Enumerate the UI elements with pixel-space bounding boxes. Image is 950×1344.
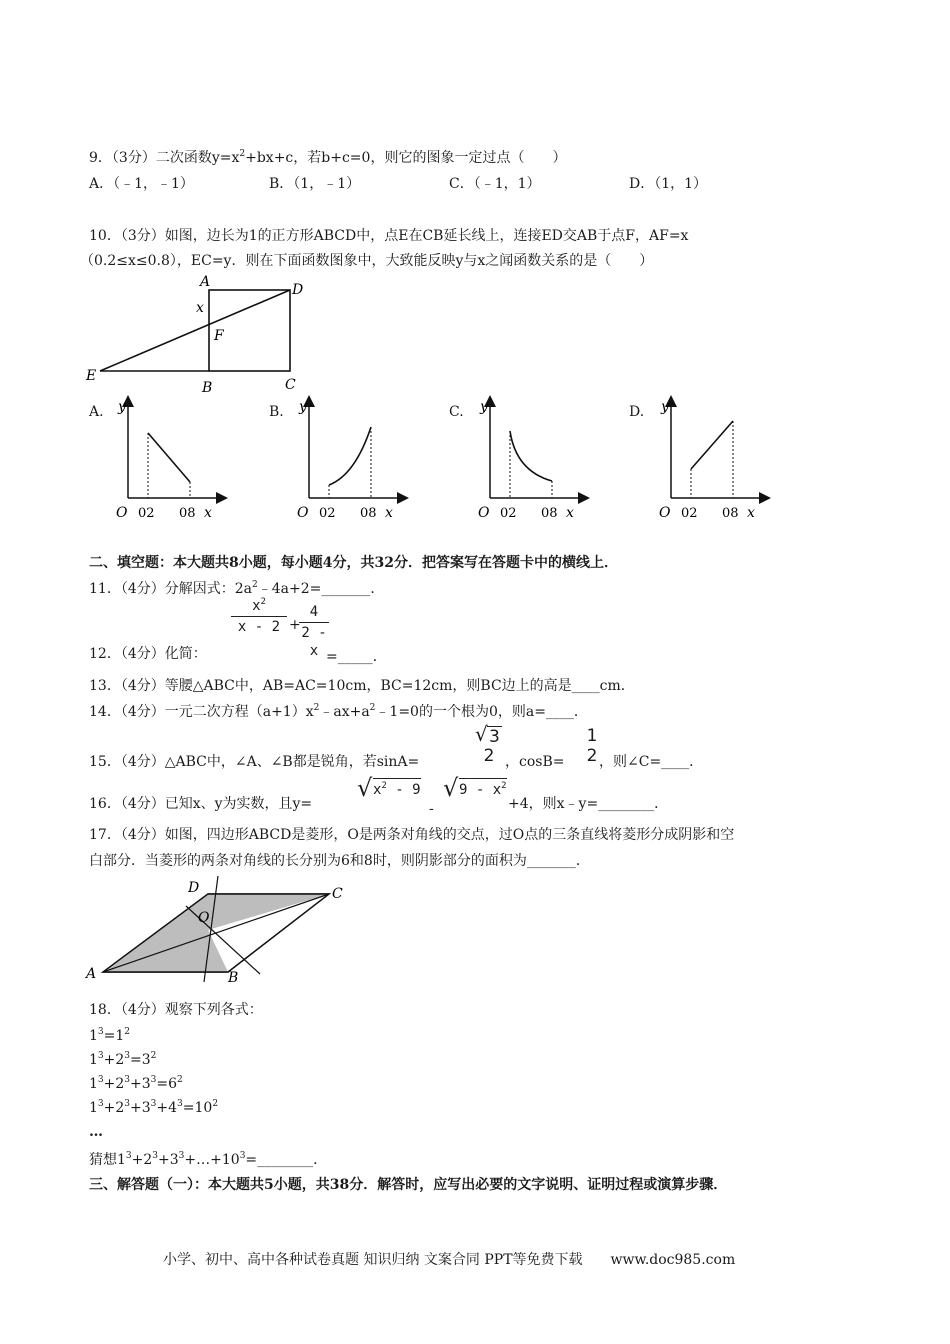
label-a: A xyxy=(86,966,97,982)
graph-a-y: y xyxy=(118,399,126,415)
q9-option-b: B．（1，﹣1） xyxy=(269,176,361,192)
label-e: E xyxy=(86,368,97,384)
q18-row-2: $1^3+2^3=3^2$ xyxy=(89,1051,157,1068)
q9-option-a: A．（﹣1，﹣1） xyxy=(89,176,194,192)
graph-d-tick2: 08 xyxy=(722,506,739,521)
q15-one-half: 1 2 xyxy=(586,726,598,766)
label-c: C xyxy=(332,886,343,902)
graph-d-y: y xyxy=(661,399,669,415)
q16-minus: - xyxy=(429,801,434,817)
q15-stem: 15．（4分）△ABC中，∠A、∠B都是锐角，若sinA= xyxy=(89,754,420,770)
q18-row-4: $1^3+2^3+3^3+4^3=10^2$ xyxy=(89,1099,219,1116)
q10-line2: （0.2≤x≤0.8），EC=y．则在下面函数图象中，大致能反映y与x之闻函数关系的是（ ） xyxy=(80,253,654,269)
q15-cosb: ，cosB= xyxy=(505,754,565,770)
q17-line2: 白部分．当菱形的两条对角线的长分别为6和8时，则阴影部分的面积为_______． xyxy=(89,853,590,869)
q17-rhombus-figure xyxy=(82,874,357,989)
line-ed xyxy=(100,290,290,371)
graph-a-x: x xyxy=(204,505,212,521)
graph-d-tick1: 02 xyxy=(681,506,698,521)
graph-b-curve xyxy=(329,427,371,485)
q18-intro: 18．（4分）观察下列各式： xyxy=(89,1002,263,1018)
graph-b-y: y xyxy=(299,399,307,415)
graph-b xyxy=(293,395,411,525)
q16-suffix: +4，则x﹣y=________． xyxy=(508,796,669,812)
graph-a-tick1: 02 xyxy=(138,506,155,521)
q12-fraction-2: 4 2 - x xyxy=(299,603,329,660)
q13: 13．（4分）等腰△ABC中，AB=AC=10cm，BC=12cm，则BC边上的高是____cm． xyxy=(89,678,635,694)
label-c: C xyxy=(285,377,296,393)
q10-square-figure xyxy=(82,272,312,397)
q9-option-d: D．（1，1） xyxy=(629,176,708,192)
label-b: B xyxy=(202,380,213,396)
graph-a-tick2: 08 xyxy=(179,506,196,521)
page-footer: 小学、初中、高中各种试卷真题 知识归纳 文案合同 PPT等免费下载 www.doc985.com xyxy=(163,1252,736,1268)
graph-b-label: B. xyxy=(269,404,284,420)
graph-c-tick2: 08 xyxy=(541,506,558,521)
graph-b-tick2: 08 xyxy=(360,506,377,521)
graph-c-tick1: 02 xyxy=(500,506,517,521)
graph-c-origin: O xyxy=(478,505,490,521)
q17-line1: 17．（4分）如图，四边形ABCD是菱形，O是两条对角线的交点，过O点的三条直线将菱形分成阴影和空 xyxy=(89,827,735,843)
q10-line1: 10．（3分）如图，边长为1的正方形ABCD中，点E在CB延长线上，连接ED交AB于点F，AF=x xyxy=(89,228,689,244)
q12-suffix: =_____． xyxy=(326,649,387,665)
graph-c xyxy=(474,395,592,525)
graph-d-curve xyxy=(691,421,733,469)
label-f: F xyxy=(214,328,224,344)
graph-a xyxy=(112,395,230,525)
graph-b-x: x xyxy=(385,505,393,521)
graph-c-label: C. xyxy=(449,404,464,420)
q9-option-c: C．（﹣1，1） xyxy=(449,176,541,192)
label-d: D xyxy=(292,282,304,298)
section-2-heading: 二、填空题：本大题共8小题，每小题4分，共32分．把答案写在答题卡中的横线上． xyxy=(89,555,618,571)
graph-a-label: A. xyxy=(89,404,104,420)
q18-guess: 猜想$1^3+2^3+3^3+\dots+10^3=\_\_\_\_\_\_\_\_$． xyxy=(89,1151,328,1168)
q14: 14．（4分）一元二次方程$(a+1)x^2﹣ax+a^2﹣1=0$的一个根为0，则a=____． xyxy=(89,703,588,720)
graph-c-curve xyxy=(510,431,552,481)
graph-c-x: x xyxy=(566,505,574,521)
q12-fraction-1: $x^2$ x - 2 xyxy=(231,597,287,636)
section-3-heading: 三、解答题（一）：本大题共5小题，共38分．解答时，应写出必要的文字说明、证明过程或演算步骤． xyxy=(89,1177,728,1193)
q12-prefix: 12．（4分）化简： xyxy=(89,646,207,662)
q11: 11．（4分）分解因式：$2a^2﹣4a+2=\_\_\_\_\_\_\_$． xyxy=(89,580,385,597)
graph-a-origin: O xyxy=(116,505,128,521)
q15-suffix: ，则∠C=____． xyxy=(599,754,704,770)
q18-row-3: $1^3+2^3+3^3=6^2$ xyxy=(89,1075,183,1092)
label-x: x xyxy=(196,300,204,316)
label-b: B xyxy=(228,970,239,986)
graph-b-tick1: 02 xyxy=(319,506,336,521)
q16-stem: 16．（4分）已知x、y为实数，且y= xyxy=(89,796,313,812)
graph-d-x: x xyxy=(747,505,755,521)
graph-d-label: D. xyxy=(629,404,645,420)
label-d: D xyxy=(188,880,200,896)
graph-d xyxy=(655,395,773,525)
q15-sqrt3-over-2: √ 3 2 xyxy=(475,722,500,766)
q12-plus: + xyxy=(289,617,301,633)
label-o: O xyxy=(198,910,210,926)
graph-b-origin: O xyxy=(297,505,309,521)
graph-c-y: y xyxy=(480,399,488,415)
q9-stem: 9．（3分）二次函数$y=x^2+bx+c$，若b+c=0，则它的图象一定过点（ ） xyxy=(89,149,567,166)
graph-d-origin: O xyxy=(659,505,671,521)
label-a: A xyxy=(200,274,211,290)
graph-a-curve xyxy=(148,433,190,482)
q18-row-1: $1^3=1^2$ xyxy=(89,1027,131,1044)
q18-dots: … xyxy=(89,1124,103,1140)
